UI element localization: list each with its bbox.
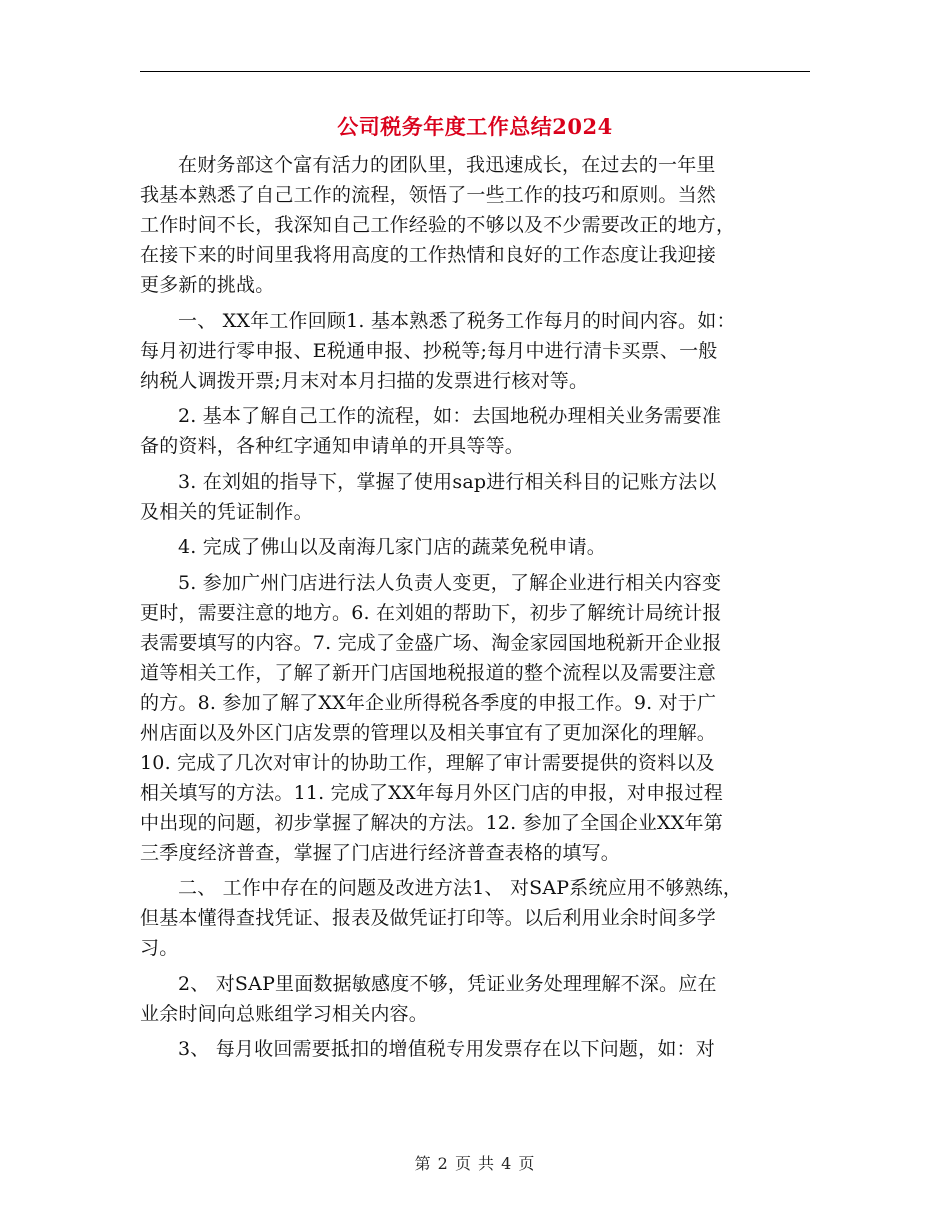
text-line: 工作时间不长，我深知自己工作经验的不够以及不少需要改正的地方， — [140, 214, 736, 236]
text-line: 及相关的凭证制作。 — [140, 500, 313, 523]
text-line: 4. 完成了佛山以及南海几家门店的蔬菜免税申请。 — [178, 536, 606, 558]
text-line: 三季度经济普查，掌握了门店进行经济普查表格的填写。 — [140, 841, 621, 864]
header-rule — [140, 71, 810, 72]
text-line: 业余时间向总账组学习相关内容。 — [140, 1002, 429, 1025]
paragraph-item-2 — [140, 401, 810, 461]
text-line: 二、 工作中存在的问题及改进方法1、 对SAP系统应用不够熟练， — [178, 877, 743, 899]
text-line: 每月初进行零申报、E税通申报、抄税等;每月中进行清卡买票、一般 — [140, 339, 718, 362]
text-line: 在财务部这个富有活力的团队里，我迅速成长，在过去的一年里 — [178, 154, 716, 176]
text-line: 我基本熟悉了自己工作的流程，领悟了一些工作的技巧和原则。当然 — [140, 184, 717, 206]
text-line: 一、 XX年工作回顾1. 基本熟悉了税务工作每月的时间内容。如： — [178, 309, 736, 332]
text-line: 表需要填写的内容。7. 完成了金盛广场、淘金家园国地税新开企业报 — [140, 631, 722, 654]
text-line: 中出现的问题，初步掌握了解决的方法。12. 参加了全国企业XX年第 — [140, 811, 723, 834]
text-line: 道等相关工作，了解了新开门店国地税报道的整个流程以及需要注意 — [140, 661, 717, 684]
text-line: 在接下来的时间里我将用高度的工作热情和良好的工作态度让我迎接 — [140, 244, 717, 266]
paragraph-intro — [140, 150, 810, 300]
text-line: 的方。8. 参加了解了XX年企业所得税各季度的申报工作。9. 对于广 — [140, 691, 717, 714]
text-line: 更时，需要注意的地方。6. 在刘姐的帮助下，初步了解统计局统计报 — [140, 601, 722, 624]
text-line: 州店面以及外区门店发票的管理以及相关事宜有了更加深化的理解。 — [140, 721, 717, 744]
paragraph-problem-2 — [140, 969, 810, 1029]
text-line: 备的资料，各种红字通知申请单的开具等等。 — [140, 435, 525, 457]
paragraph-item-3 — [140, 467, 810, 527]
text-line: 5. 参加广州门店进行法人负责人变更，了解企业进行相关内容变 — [178, 571, 722, 594]
text-line: 习。 — [140, 937, 179, 959]
paragraph-items-5-12 — [140, 568, 810, 868]
text-line: 纳税人调拨开票;月末对本月扫描的发票进行核对等。 — [140, 369, 589, 392]
paragraph-section-2 — [140, 873, 810, 963]
text-line: 2. 基本了解自己工作的流程，如：去国地税办理相关业务需要准 — [178, 405, 722, 427]
text-line: 更多新的挑战。 — [140, 274, 275, 296]
text-line: 相关填写的方法。11. 完成了XX年每月外区门店的申报，对申报过程 — [140, 781, 723, 804]
text-line: 3. 在刘姐的指导下，掌握了使用sap进行相关科目的记账方法以 — [178, 470, 717, 493]
text-line: 3、 每月收回需要抵扣的增值税专用发票存在以下问题，如：对 — [178, 1038, 715, 1060]
page-number-footer: 第 2 页 共 4 页 — [414, 1154, 536, 1173]
document-body — [140, 150, 810, 1070]
text-line: 2、 对SAP里面数据敏感度不够，凭证业务处理理解不深。应在 — [178, 972, 717, 995]
paragraph-problem-3 — [140, 1034, 810, 1064]
document-title: 公司税务年度工作总结2024 — [337, 114, 613, 139]
text-line: 但基本懂得查找凭证、报表及做凭证打印等。以后利用业余时间多学 — [140, 907, 717, 929]
paragraph-item-4 — [140, 532, 810, 562]
text-line: 10. 完成了几次对审计的协助工作，理解了审计需要提供的资料以及 — [140, 751, 715, 774]
paragraph-section-1 — [140, 306, 810, 396]
